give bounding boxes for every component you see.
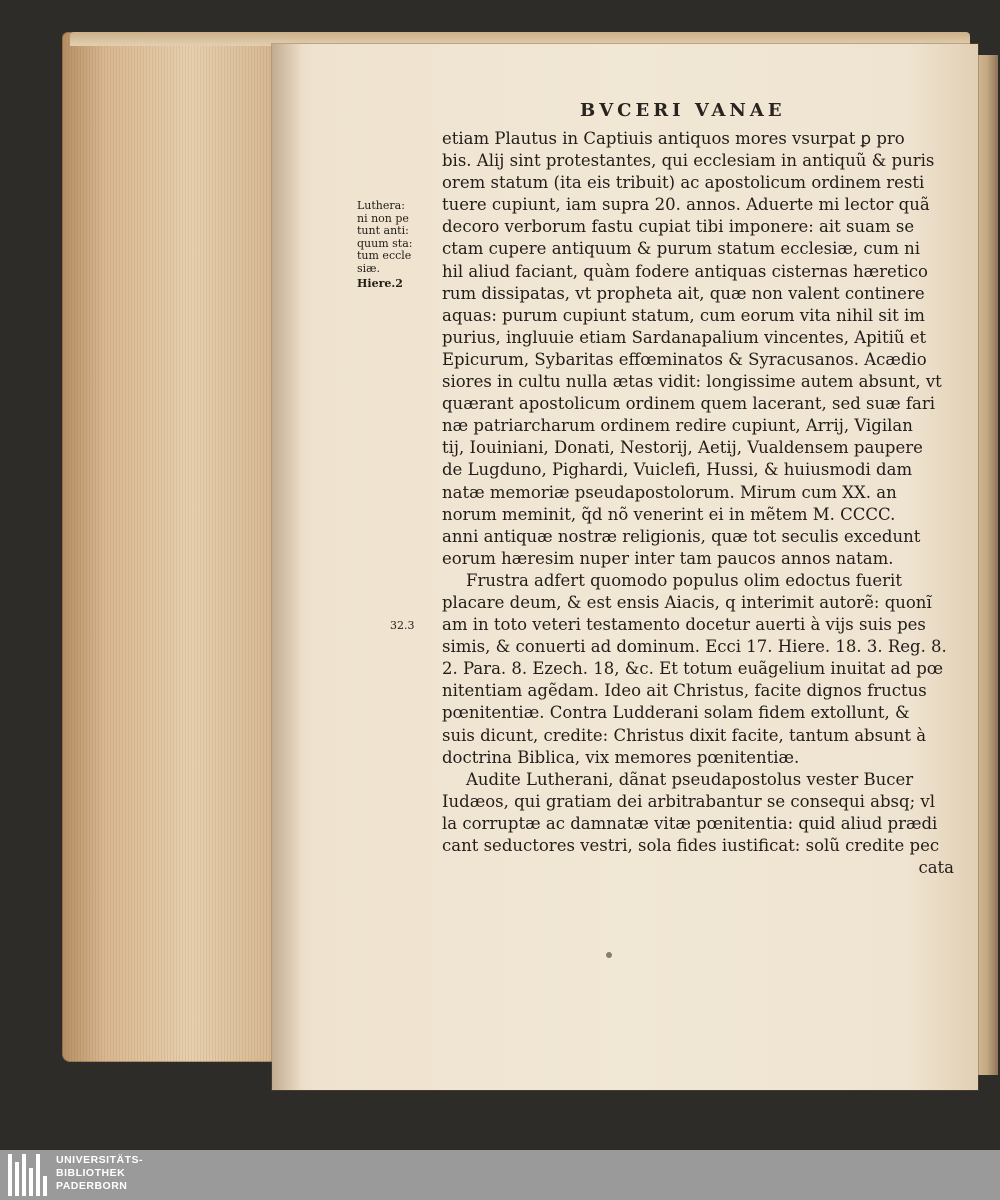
text-line: hil aliud faciant, quàm fodere antiquas cisternas hæretico [442, 261, 928, 281]
text-line: Epicurum, Sybaritas effœminatos & Syracusanos. Acædio [442, 349, 927, 369]
margin-note-line: tunt anti: [357, 224, 409, 238]
text-line: decoro verborum fastu cupiat tibi imponere: ait suam se [442, 217, 915, 237]
margin-note-line: quum sta: [357, 236, 413, 250]
text-line: suis dicunt, credite: Christus dixit facite, tantum absunt à [442, 725, 927, 745]
text-line: næ patriarcharum ordinem redire cupiunt, Arrij, Vigilan [442, 416, 913, 436]
running-title: BVCERI VANAE [580, 100, 786, 121]
text-line: pœnitentiæ. Contra Ludderani solam fidem extollunt, & [442, 703, 910, 723]
text-line: eorum hæresim nuper inter tam paucos annos natam. [442, 548, 894, 568]
text-line: Iudæos, qui gratiam dei arbitrabantur se consequi absq; vl [442, 791, 935, 811]
text-line: siores in cultu nulla ætas vidit: longissime autem absunt, vt [442, 372, 942, 392]
paragraph-start-line: Frustra adfert quomodo populus olim edoctus fuerit [466, 570, 902, 590]
text-line: orem statum (ita eis tribuit) ac apostolicum ordinem resti [442, 173, 925, 193]
text-line: tij, Iouiniani, Donati, Nestorij, Aetij, Vualdensem paupere [442, 438, 923, 458]
text-line: natæ memoriæ pseudapostolorum. Mirum cum XX. an [442, 482, 897, 502]
catchword: cata [918, 858, 954, 878]
text-line: rum dissipatas, vt propheta ait, quæ non valent continere [442, 283, 925, 303]
text-line: etiam Plautus in Captiuis antiquos mores vsurpat ꝑ pro [442, 129, 905, 148]
paragraph-start-line: Audite Lutherani, dãnat pseudapostolus vester Bucer [466, 769, 914, 789]
margin-note-line: ni non pe [357, 211, 409, 225]
library-name-line: UNIVERSITÄTS- [56, 1154, 144, 1166]
text-line: de Lugduno, Pighardi, Vuiclefi, Hussi, & huiusmodi dam [442, 460, 913, 480]
text-line: ctam cupere antiquum & purum statum ecclesiæ, cum ni [442, 239, 921, 259]
text-line: am in toto veteri testamento docetur auerti à vijs suis pes [442, 615, 926, 635]
text-line: doctrina Biblica, vix memores pœnitentiæ. [442, 747, 800, 767]
library-name-line: PADERBORN [56, 1180, 128, 1192]
margin-note-number: 32.3 [390, 619, 415, 632]
text-line: quærant apostolicum ordinem quem lacerant, sed suæ fari [442, 394, 935, 414]
text-line: tuere cupiunt, iam supra 20. annos. Aduerte mi lector quã [442, 195, 930, 215]
text-line: aquas: purum cupiunt statum, cum eorum vita nihil sit im [442, 305, 925, 325]
gutter-shadow [272, 44, 302, 1090]
margin-note-line: Luthera: [357, 199, 405, 212]
library-logo-icon [8, 1154, 50, 1196]
text-line: anni antiquæ nostræ religionis, quæ tot seculis excedunt [442, 526, 921, 546]
text-line: simis, & conuerti ad dominum. Ecci 17. Hiere. 18. 3. Reg. 8. [442, 637, 947, 657]
margin-note-line: tum eccle [357, 249, 412, 263]
margin-notes [357, 200, 437, 290]
text-line: la corruptæ ac damnatæ vitæ pœnitentia: quid aliud prædi [442, 813, 938, 833]
text-line: cant seductores vestri, sola fides iustificat: solũ credite pec [442, 836, 940, 855]
library-footer [0, 1150, 1000, 1200]
library-name [56, 1154, 143, 1193]
text-line: bis. Alij sint protestantes, qui ecclesiam in antiquũ & puris [442, 151, 935, 171]
text-line: 2. Para. 8. Ezech. 18, &c. Et totum euãgelium inuitat ad pœ [442, 659, 944, 679]
text-line: placare deum, & est ensis Aiacis, q interimit autorẽ: quonĩ [442, 592, 932, 612]
text-line: nitentiam agẽdam. Ideo ait Christus, facite dignos fructus [442, 681, 927, 701]
margin-note-line: siæ. [357, 261, 380, 275]
library-name-line: BIBLIOTHEK [56, 1167, 126, 1179]
text-line: purius, ingluuie etiam Sardanapalium vincentes, Apitiũ et [442, 327, 927, 347]
main-text [442, 128, 962, 879]
text-line: norum meminit, q̃d nõ venerint ei in mẽtem M. CCCC. [442, 504, 896, 524]
ink-spot [606, 952, 612, 958]
margin-note-citation: Hiere.2 [357, 276, 403, 290]
book-page-edges [62, 32, 280, 1062]
